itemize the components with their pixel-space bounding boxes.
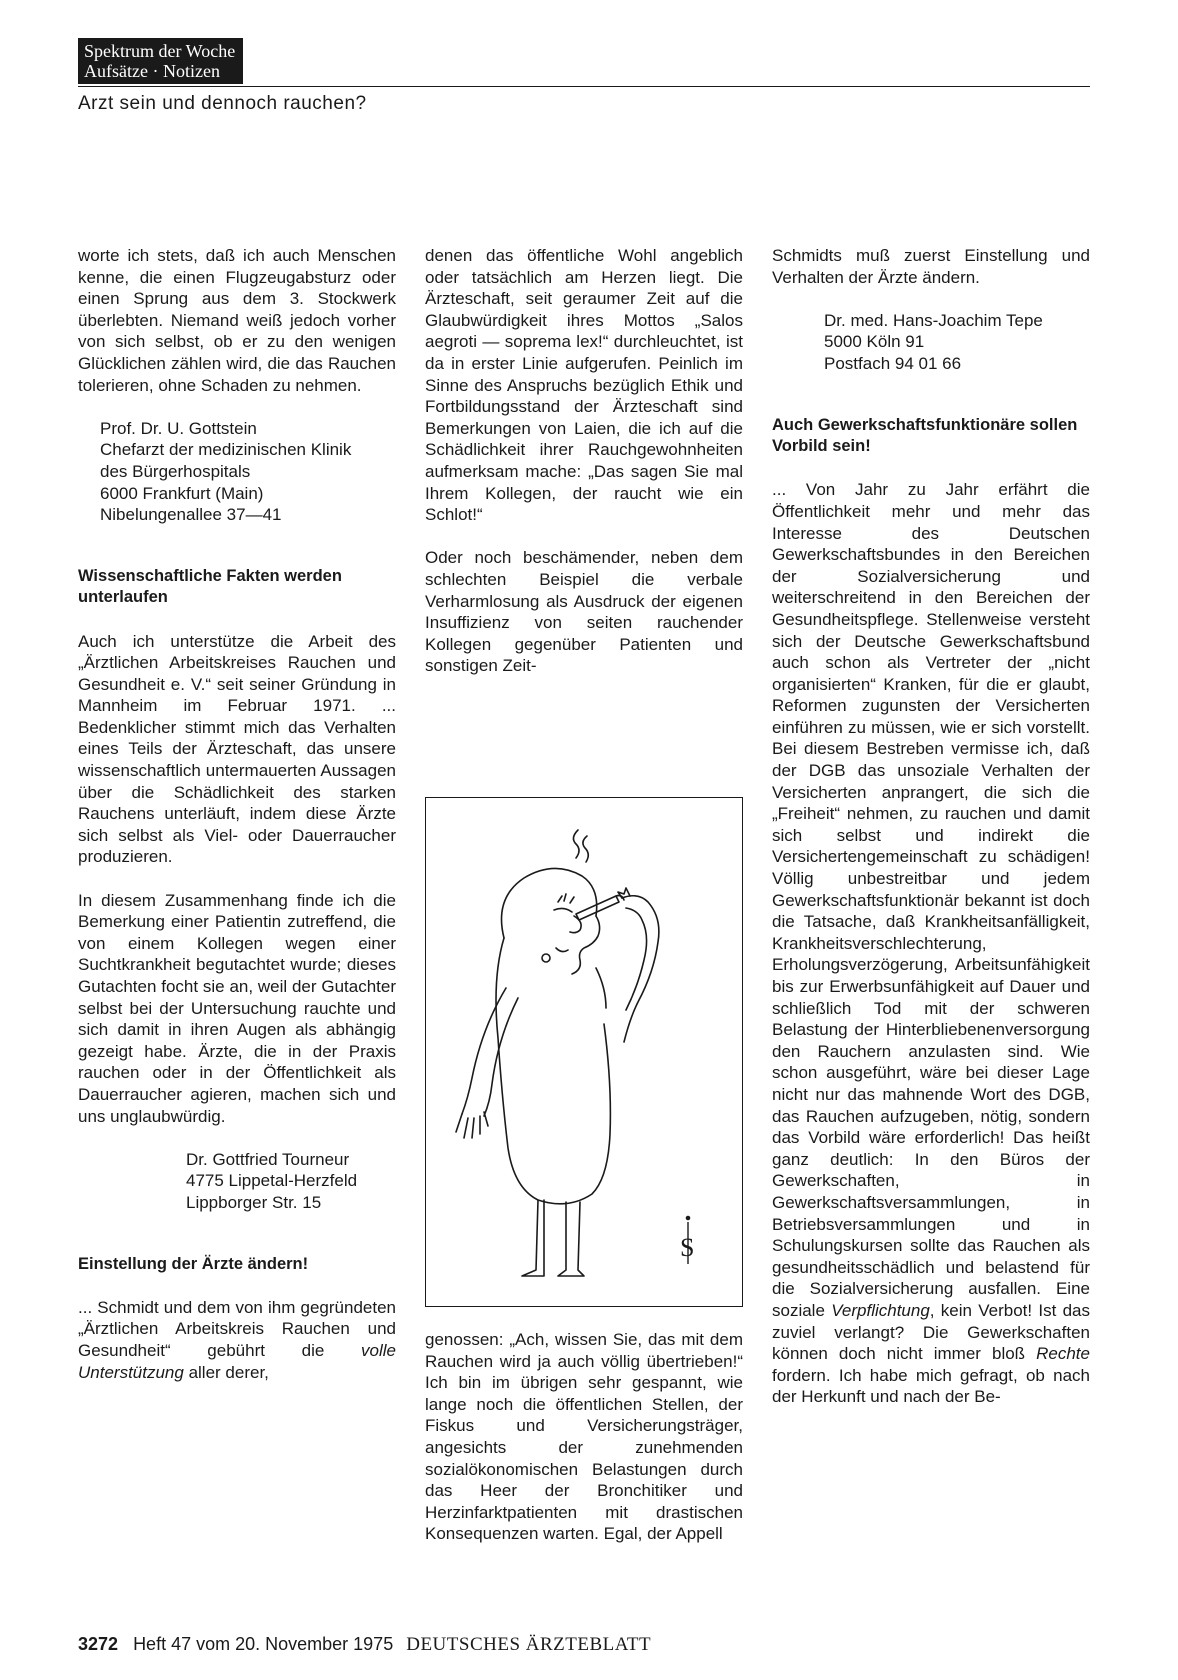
smoking-man-cartoon <box>426 798 742 1306</box>
signature-line: Chefarzt der medizinischen Klinik <box>100 440 352 460</box>
signature-line: 4775 Lippetal-Herzfeld <box>186 1171 358 1191</box>
emphasis-text: Verpflichtung <box>831 1300 930 1320</box>
col2-paragraph-1: denen das öffentliche Wohl angeblich oder tatsächlich am Herzen liegt. Die Ärzteschaft, seit geraumer Zeit auf die Glaubwürdigkeit ihres Mottos „Salos aegroti — soprema lex!“ durchleuchtet, ist da in erster Linie aufgerufen. Peinlich im Sinne des Anspruchs bezüglich Ethik und Fortbildungsstand der Ärzteschaft sind Bemerkungen von Laien, die ich auf die Schädlichkeit ihrer Rauchgewohnheiten aufmerksam mache: „Das sagen Sie mal Ihrem Kollegen, der raucht wie ein Schlot!“ <box>425 246 743 525</box>
section-label <box>78 38 243 84</box>
page-number: 3272 <box>78 1634 119 1654</box>
col3-heading-1: Auch Gewerkschaftsfunktionäre sollen Vorbild sein! <box>772 415 1078 456</box>
column-2-bottom <box>425 1329 743 1567</box>
col1-signature-2 <box>78 1149 396 1214</box>
page-footer <box>78 1634 651 1656</box>
col1-paragraph-1: worte ich stets, daß ich auch Menschen kenne, die einen Flugzeugabsturz oder einen Sprung aus dem 3. Stockwerk überlebten. Niemand weiß jedoch vorher von sich selbst, ob er zu den wenigen Glücklichen zählen wird, die das Rauchen tolerieren, ohne Schaden zu nehmen. <box>78 246 396 395</box>
col1-heading-2: Einstellung der Ärzte ändern! <box>78 1254 309 1273</box>
text-run: ... Schmidt und dem von ihm gegründeten „Ärztlichen Arbeitskreis Rauchen und Gesundheit“ gebührt die <box>78 1297 396 1360</box>
text-run: fordern. Ich habe mich gefragt, ob nach der Herkunft und nach der Be- <box>772 1365 1090 1407</box>
col1-paragraph-4 <box>78 1297 396 1383</box>
section-label-line1: Spektrum der Woche <box>84 41 236 61</box>
signature-line: Postfach 94 01 66 <box>824 353 962 373</box>
issue-info: Heft 47 vom 20. November 1975 <box>133 1634 394 1654</box>
col1-paragraph-2: Auch ich unterstütze die Arbeit des „Ärztlichen Arbeitskreises Rauchen und Gesundheit e. V.“ seit seiner Gründung in Mannheim im Februar 1971. ... Bedenklicher stimmt mich das Verhalten eines Teils der Ärzteschaft, das unsere wissenschaftlich untermauerten Aussagen über die Schädlichkeit des starken Rauchens unterläuft, indem diese Ärzte sich selbst als Viel- oder Dauerraucher produzieren. <box>78 631 396 867</box>
signature-line: Nibelungenallee 37—41 <box>100 505 282 525</box>
section-label-line2: Aufsätze · Notizen <box>84 61 220 81</box>
column-2-top <box>425 245 743 698</box>
col3-signature <box>772 310 1090 375</box>
artist-signature: S <box>680 1233 695 1262</box>
magazine-name: DEUTSCHES ÄRZTEBLATT <box>406 1634 652 1655</box>
signature-line: des Bürgerhospitals <box>100 461 251 481</box>
column-1 <box>78 245 396 1405</box>
signature-line: 6000 Frankfurt (Main) <box>100 483 264 503</box>
col1-paragraph-3: In diesem Zusammenhang finde ich die Bemerkung einer Patientin zutreffend, die von einem Kollegen wegen einer Suchtkrankheit begutachtet wurde; dieses Gutachten focht sie an, weil der Gutachter selbst bei der Untersuchung rauchte und sich damit in ihren Augen als abhängig gezeigt habe. Ärzte, die in der Praxis rauchen oder in der Öffentlichkeit als Dauerraucher agieren, machen sich und uns unglaubwürdig. <box>78 890 396 1126</box>
emphasis-text: volle Unterstützung <box>78 1340 396 1382</box>
signature-line: Prof. Dr. U. Gottstein <box>100 418 257 438</box>
article-title: Arzt sein und dennoch rauchen? <box>78 93 367 114</box>
signature-line: Dr. med. Hans-Joachim Tepe <box>824 310 1043 330</box>
text-run: , kein Verbot! Ist das zuviel verlangt? Die Gewerkschaften können doch nicht immer bloß <box>772 1300 1091 1364</box>
col2-paragraph-2: Oder noch beschämender, neben dem schlechten Beispiel die verbale Verharmlosung als Ausdruck der eigenen Insuffizienz von seiten rauchender Kollegen gegenüber Patienten und sonstigen Zeit- <box>425 548 743 676</box>
col1-heading-1: Wissenschaftliche Fakten werden unterlaufen <box>78 566 342 607</box>
header-rule <box>78 86 1090 87</box>
col1-signature-1 <box>78 418 396 526</box>
col2-paragraph-3: genossen: „Ach, wissen Sie, das mit dem Rauchen wird ja auch völlig übertrieben!“ Ich bin im übrigen sehr gespannt, wie lange noch die öffentlichen Stellen, der Fiskus und Versicherungsträger, angesichts der zunehmenden sozialökonomischen Belastungen durch das Heer der Bronchitiker und Herzinfarktpatienten mit drastischen Konsequenzen warten. Egal, der Appell <box>425 1330 743 1544</box>
col3-paragraph-1: Schmidts muß zuerst Einstellung und Verhalten der Ärzte ändern. <box>772 246 1090 287</box>
cartoon-illustration <box>425 797 743 1307</box>
emphasis-text: Rechte <box>1036 1344 1090 1364</box>
text-run: ... Von Jahr zu Jahr erfährt die Öffentlichkeit mehr und mehr das Interesse des Deutschen Gewerkschaftsbundes in den Bereichen der Sozialversicherung und weiterschreitend in den Bereichen der Gesundheitspflege. Stellenweise versteht sich der Deutsche Gewerkschaftsbund auch schon als Vertreter der „nicht organisierten“ Kranken, für die er glaubt, Reformen zugunsten der Versicherten einführen zu müssen, wie er sich vorstellt. Bei diesem Bestreben vermisse ich, daß der DGB das unsoziale Verhalten der Versicherten anprangert, die sich die „Freiheit“ nehmen, zu rauchen und damit sich selbst und indirekt die Versichertengemeinschaft zu schädigen! Völlig unbestreitbar und jedem Gewerkschaftsfunktionär bekannt ist doch die Tatsache, daß Krankheitsanfälligkeit, Krankheitsverschlechterung, Erholungsverzögerung, Arbeitsunfähigkeit bis zur Erwerbsunfähigkeit auf Dauer und schließlich Tod mit der schweren Belastung der Hinterbliebenenversorgung den Rauchern anzulasten sind. Wie schon ausgeführt, wäre bei dieser Lage nicht nur das mahnende Wort des DGB, das Rauchen aufzugeben, nötig, sondern das Vorbild wäre erforderlich! Das heißt ganz deutlich: In den Büros der Gewerkschaften, in Gewerkschaftsversammlungen, in Betriebsversammlungen und in Schulungskursen sollte das Rauchen als gesundheitsschädlich und belastend für die Sozialversicherung ausfallen. Eine soziale <box>772 480 1090 1320</box>
text-run: aller derer, <box>183 1362 269 1382</box>
column-3 <box>772 245 1090 1429</box>
signature-line: 5000 Köln 91 <box>824 332 925 352</box>
signature-line: Lippborger Str. 15 <box>186 1192 322 1212</box>
signature-line: Dr. Gottfried Tourneur <box>186 1149 350 1169</box>
col3-paragraph-2 <box>772 479 1090 1408</box>
